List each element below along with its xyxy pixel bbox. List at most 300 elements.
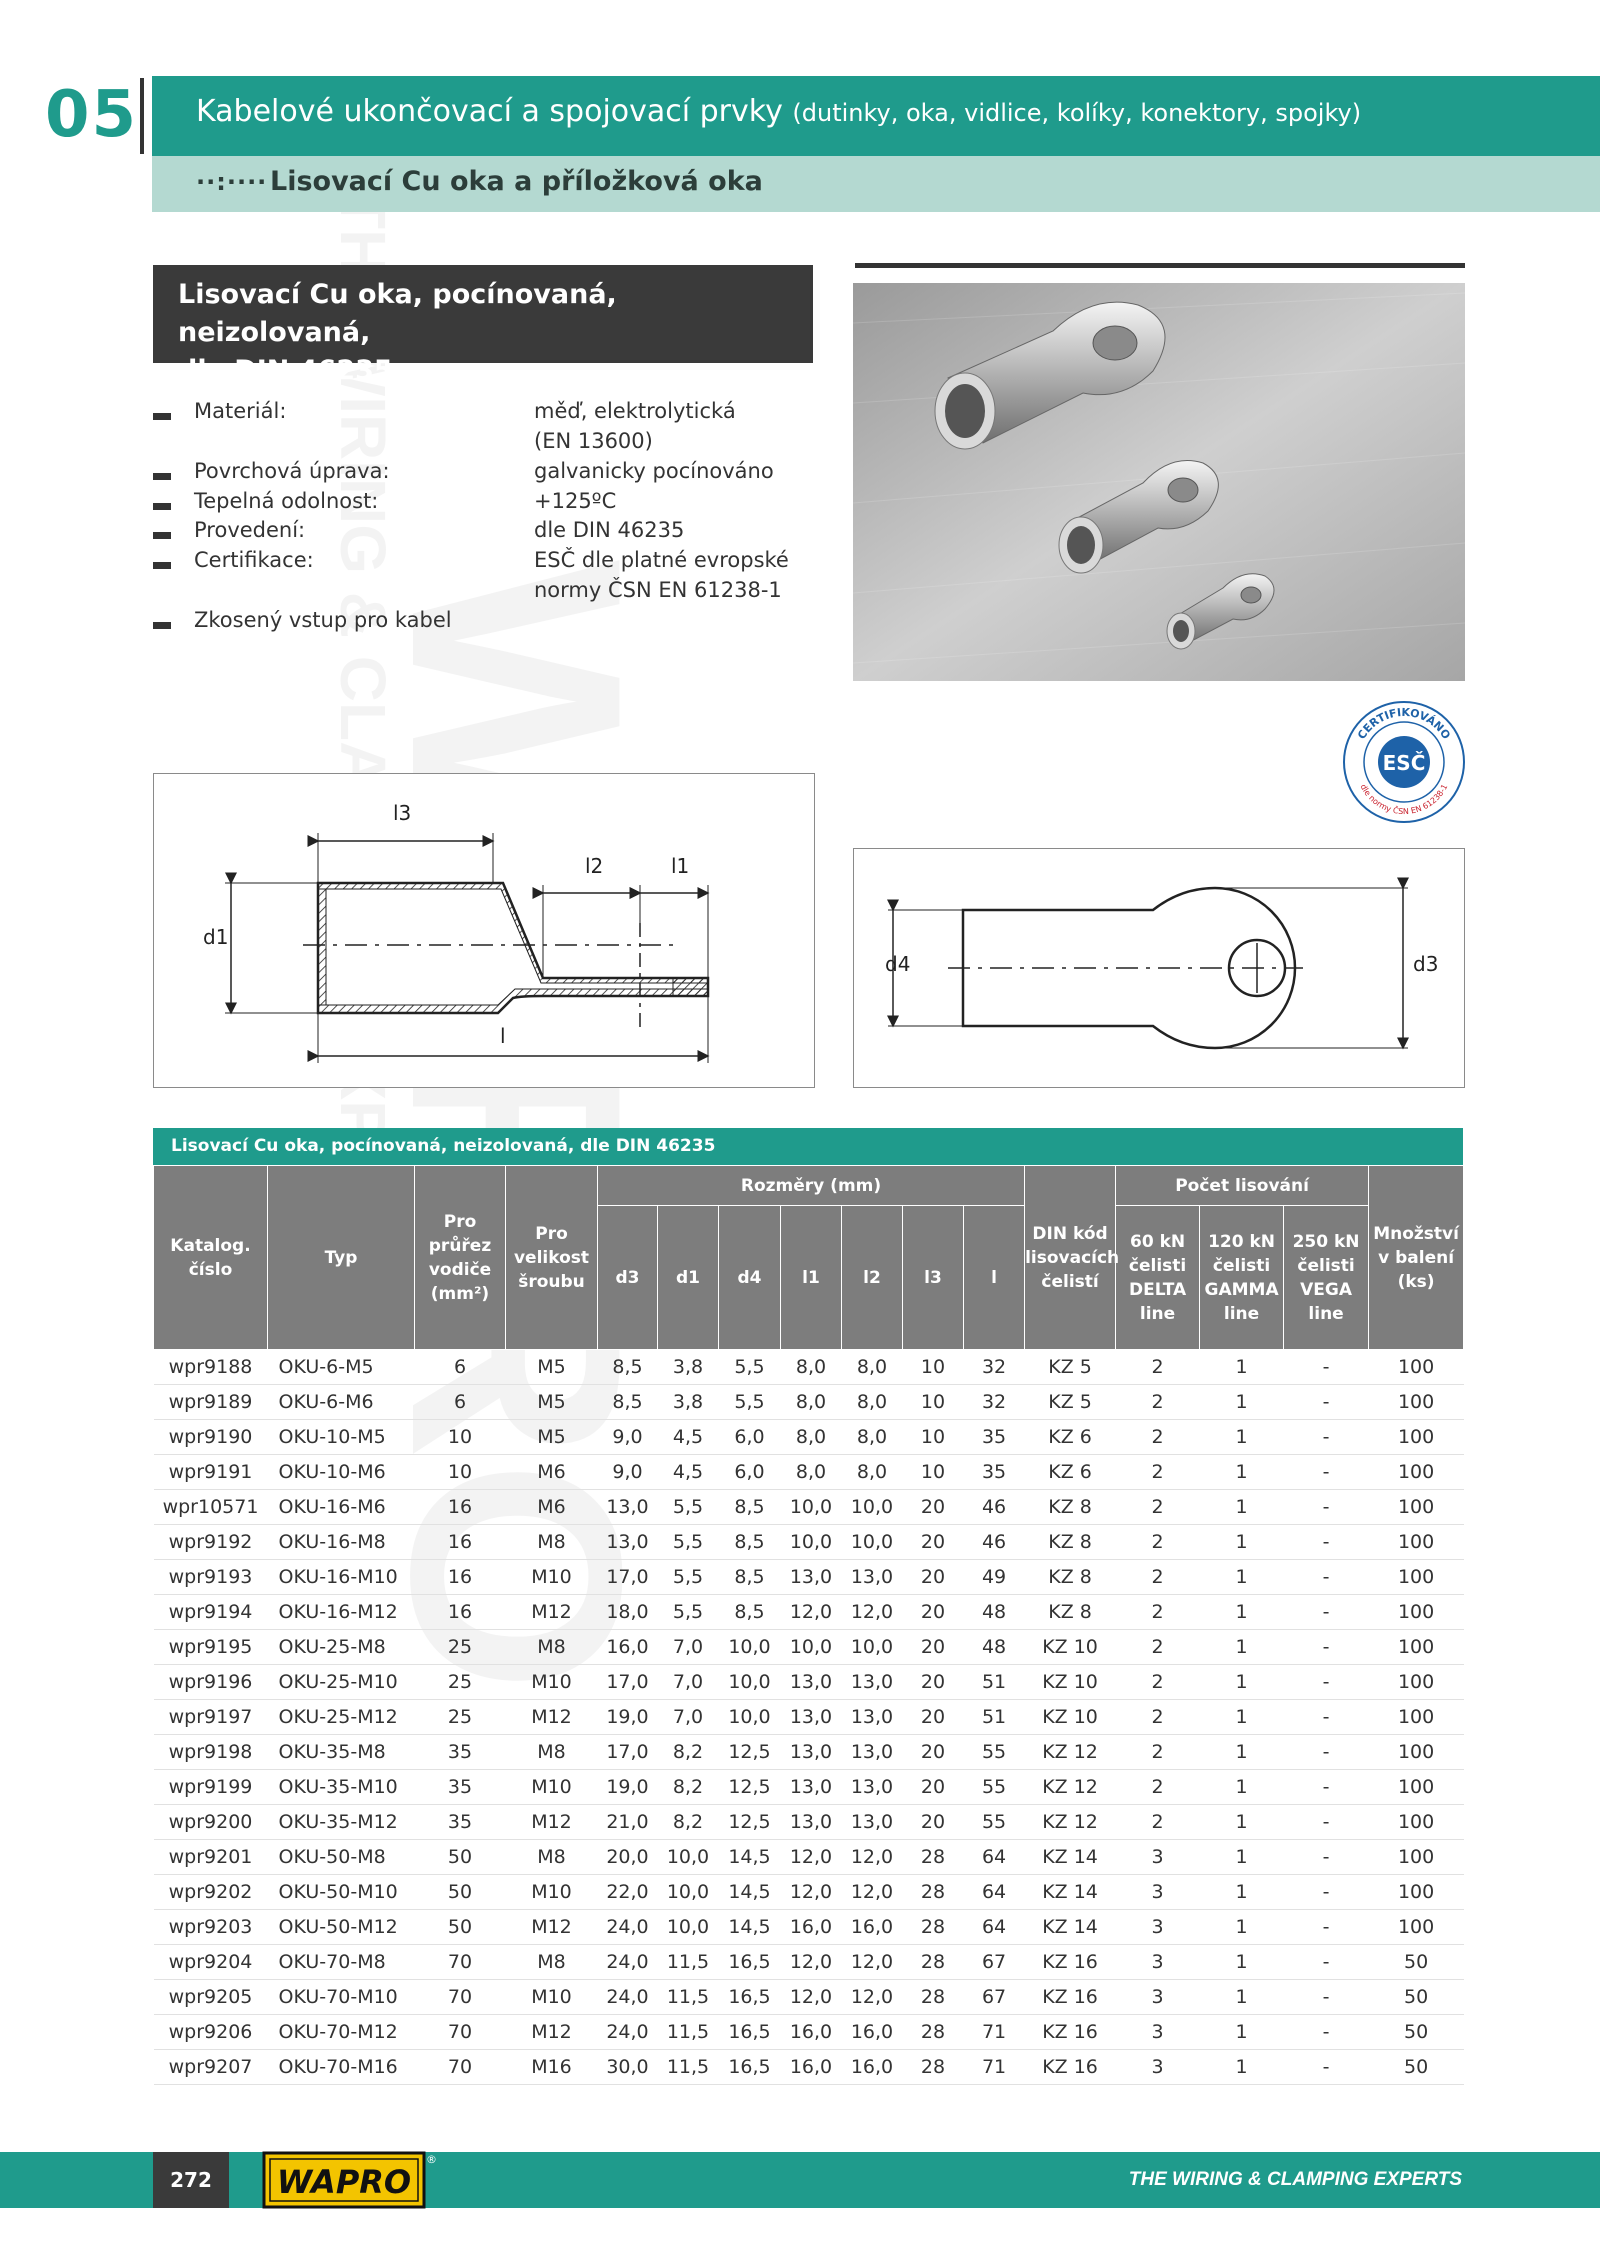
photo-top-rule: [855, 263, 1465, 268]
table-cell: 11,5: [658, 1980, 719, 2015]
table-cell: wpr9191: [154, 1455, 268, 1490]
table-cell: 25: [415, 1630, 506, 1665]
table-cell: 1: [1200, 1665, 1284, 1700]
spec-label-surface: Povrchová úprava:: [194, 459, 390, 483]
table-row: [154, 1840, 1464, 1875]
table-cell: 5,5: [658, 1525, 719, 1560]
spec-label-design: Provedení:: [194, 518, 306, 542]
table-cell: 10: [903, 1455, 964, 1490]
table-cell: 7,0: [658, 1630, 719, 1665]
col-header-crimp-count: Počet lisování: [1116, 1166, 1369, 1206]
table-cell: 24,0: [598, 1945, 658, 1980]
table-cell: 13,0: [781, 1805, 842, 1840]
table-row: [154, 1595, 1464, 1630]
cert-ring-bottom-text: dle normy ČSN EN 61238-1: [1358, 782, 1450, 817]
table-cell: 2: [1116, 1665, 1200, 1700]
table-cell: 1: [1200, 1420, 1284, 1455]
table-cell: 8,5: [598, 1385, 658, 1420]
table-cell: -: [1284, 1560, 1369, 1595]
spec-value-cert: ESČ dle platné evropské: [534, 548, 789, 572]
table-row: [154, 1455, 1464, 1490]
table-cell: OKU-70-M16: [268, 2050, 415, 2085]
table-cell: 71: [964, 2050, 1025, 2085]
table-cell: -: [1284, 1805, 1369, 1840]
product-photo: [853, 283, 1465, 681]
table-cell: 21,0: [598, 1805, 658, 1840]
table-cell: 9,0: [598, 1455, 658, 1490]
table-cell: 12,0: [842, 1840, 903, 1875]
table-cell: 16,0: [598, 1630, 658, 1665]
table-cell: KZ 14: [1025, 1875, 1116, 1910]
table-cell: 18,0: [598, 1595, 658, 1630]
table-cell: 32: [964, 1385, 1025, 1420]
table-cell: -: [1284, 1525, 1369, 1560]
table-cell: -: [1284, 2050, 1369, 2085]
table-cell: 3: [1116, 2050, 1200, 2085]
table-cell: 67: [964, 1945, 1025, 1980]
table-cell: 13,0: [781, 1700, 842, 1735]
table-cell: 30,0: [598, 2050, 658, 2085]
table-cell: 16,0: [842, 2015, 903, 2050]
table-cell: 28: [903, 1945, 964, 1980]
table-cell: wpr9203: [154, 1910, 268, 1945]
table-cell: OKU-50-M12: [268, 1910, 415, 1945]
table-cell: M5: [506, 1420, 598, 1455]
spec-bullet: [153, 622, 171, 629]
col-header-gamma: 120 kN čelisti GAMMA line: [1200, 1206, 1284, 1350]
table-cell: 67: [964, 1980, 1025, 2015]
table-cell: 3,8: [658, 1385, 719, 1420]
dim-label-l1: l1: [671, 854, 690, 878]
table-cell: M8: [506, 1525, 598, 1560]
table-cell: 70: [415, 1945, 506, 1980]
table-cell: 9,0: [598, 1420, 658, 1455]
table-cell: 8,5: [598, 1350, 658, 1385]
chapter-title-sub: (dutinky, oka, vidlice, kolíky, konektory, spojky): [792, 99, 1362, 127]
spec-bullet: [153, 562, 171, 569]
table-row: [154, 1875, 1464, 1910]
table-cell: 13,0: [842, 1805, 903, 1840]
col-header-bolt-size: Pro velikost šroubu: [506, 1166, 598, 1350]
table-cell: 100: [1369, 1630, 1464, 1665]
table-cell: 28: [903, 2050, 964, 2085]
table-cell: -: [1284, 1980, 1369, 2015]
table-cell: 1: [1200, 1525, 1284, 1560]
table-cell: OKU-25-M10: [268, 1665, 415, 1700]
table-row: [154, 1350, 1464, 1385]
spec-bullet: [153, 473, 171, 480]
table-cell: 16: [415, 1560, 506, 1595]
table-cell: 46: [964, 1525, 1025, 1560]
table-cell: wpr9198: [154, 1735, 268, 1770]
table-cell: 8,0: [781, 1385, 842, 1420]
table-cell: -: [1284, 1875, 1369, 1910]
table-cell: wpr9199: [154, 1770, 268, 1805]
table-cell: M10: [506, 1980, 598, 2015]
table-cell: 50: [1369, 2015, 1464, 2050]
table-cell: 5,5: [658, 1560, 719, 1595]
table-cell: KZ 14: [1025, 1840, 1116, 1875]
table-cell: 13,0: [842, 1735, 903, 1770]
table-cell: 100: [1369, 1525, 1464, 1560]
table-cell: 5,5: [719, 1385, 781, 1420]
product-table: [153, 1128, 1463, 2085]
chapter-title-main: Kabelové ukončovací a spojovací prvky: [196, 94, 783, 129]
table-cell: 3: [1116, 2015, 1200, 2050]
table-cell: 10,0: [842, 1630, 903, 1665]
table-cell: 13,0: [842, 1560, 903, 1595]
table-cell: 3: [1116, 1910, 1200, 1945]
table-cell: 6: [415, 1350, 506, 1385]
table-row: [154, 1945, 1464, 1980]
table-cell: 100: [1369, 1560, 1464, 1595]
table-cell: KZ 6: [1025, 1420, 1116, 1455]
table-cell: 16,0: [781, 1910, 842, 1945]
table-cell: wpr9205: [154, 1980, 268, 2015]
table-cell: -: [1284, 1595, 1369, 1630]
col-header-delta: 60 kN čelisti DELTA line: [1116, 1206, 1200, 1350]
table-cell: 8,5: [719, 1595, 781, 1630]
table-cell: 2: [1116, 1560, 1200, 1595]
table-cell: wpr9190: [154, 1420, 268, 1455]
col-header-d4: d4: [719, 1206, 781, 1350]
table-cell: 8,5: [719, 1525, 781, 1560]
table-title: Lisovací Cu oka, pocínovaná, neizolovaná, dle DIN 46235: [153, 1128, 1463, 1165]
spec-label-bevel: Zkosený vstup pro kabel: [194, 608, 452, 632]
table-cell: 12,0: [781, 1595, 842, 1630]
table-cell: 7,0: [658, 1665, 719, 1700]
table-cell: 24,0: [598, 1980, 658, 2015]
table-cell: 100: [1369, 1875, 1464, 1910]
table-cell: KZ 10: [1025, 1665, 1116, 1700]
table-cell: KZ 12: [1025, 1770, 1116, 1805]
table-cell: 20: [903, 1805, 964, 1840]
table-cell: 10,0: [781, 1525, 842, 1560]
table-cell: 10: [903, 1350, 964, 1385]
table-cell: KZ 12: [1025, 1735, 1116, 1770]
table-cell: 13,0: [842, 1700, 903, 1735]
table-row: [154, 1700, 1464, 1735]
table-cell: 64: [964, 1910, 1025, 1945]
table-row: [154, 1805, 1464, 1840]
table-cell: 100: [1369, 1910, 1464, 1945]
table-cell: 16,0: [842, 2050, 903, 2085]
table-cell: 8,0: [842, 1385, 903, 1420]
table-cell: -: [1284, 1665, 1369, 1700]
col-header-d1: d1: [658, 1206, 719, 1350]
spec-table: [153, 1165, 1464, 2085]
table-cell: 3: [1116, 1980, 1200, 2015]
table-cell: 2: [1116, 1350, 1200, 1385]
table-cell: 2: [1116, 1525, 1200, 1560]
table-cell: 35: [415, 1735, 506, 1770]
col-header-quantity: Množství v balení (ks): [1369, 1166, 1464, 1350]
table-cell: 12,0: [781, 1980, 842, 2015]
table-cell: 13,0: [842, 1665, 903, 1700]
table-row: [154, 1770, 1464, 1805]
table-cell: KZ 8: [1025, 1490, 1116, 1525]
table-cell: 6,0: [719, 1420, 781, 1455]
table-cell: 1: [1200, 1735, 1284, 1770]
table-cell: -: [1284, 1700, 1369, 1735]
table-cell: OKU-25-M8: [268, 1630, 415, 1665]
table-row: [154, 1525, 1464, 1560]
table-cell: 3: [1116, 1840, 1200, 1875]
table-cell: 1: [1200, 2015, 1284, 2050]
table-cell: 10,0: [842, 1525, 903, 1560]
table-cell: -: [1284, 1945, 1369, 1980]
spec-label-cert: Certifikace:: [194, 548, 314, 572]
table-cell: M8: [506, 1735, 598, 1770]
table-cell: 13,0: [842, 1770, 903, 1805]
table-cell: 35: [415, 1770, 506, 1805]
table-cell: 8,0: [781, 1420, 842, 1455]
spec-label-heat: Tepelná odolnost:: [194, 489, 379, 513]
spec-value-heat: +125ºC: [534, 489, 617, 513]
table-row: [154, 1490, 1464, 1525]
table-cell: 13,0: [781, 1560, 842, 1595]
table-cell: KZ 5: [1025, 1385, 1116, 1420]
table-cell: 20: [903, 1735, 964, 1770]
table-cell: 100: [1369, 1665, 1464, 1700]
table-cell: 7,0: [658, 1700, 719, 1735]
table-cell: 1: [1200, 2050, 1284, 2085]
table-cell: 20: [903, 1560, 964, 1595]
logo-registered-mark: ®: [426, 2153, 437, 2166]
table-cell: 10,0: [719, 1665, 781, 1700]
spec-bullet: [153, 503, 171, 510]
table-cell: 2: [1116, 1805, 1200, 1840]
table-cell: KZ 8: [1025, 1525, 1116, 1560]
table-cell: 16,5: [719, 2015, 781, 2050]
table-cell: KZ 16: [1025, 1980, 1116, 2015]
table-cell: OKU-35-M10: [268, 1770, 415, 1805]
table-body: [154, 1350, 1464, 2085]
table-cell: wpr9197: [154, 1700, 268, 1735]
table-cell: 17,0: [598, 1560, 658, 1595]
table-cell: 2: [1116, 1700, 1200, 1735]
table-cell: 20: [903, 1770, 964, 1805]
table-cell: 1: [1200, 1595, 1284, 1630]
table-cell: 12,0: [842, 1945, 903, 1980]
table-cell: 100: [1369, 1700, 1464, 1735]
table-cell: wpr9196: [154, 1665, 268, 1700]
table-cell: wpr9188: [154, 1350, 268, 1385]
table-cell: 8,5: [719, 1490, 781, 1525]
table-cell: M12: [506, 1805, 598, 1840]
table-cell: 10,0: [658, 1840, 719, 1875]
certification-logo: [1342, 700, 1466, 824]
table-cell: M10: [506, 1875, 598, 1910]
table-cell: -: [1284, 1910, 1369, 1945]
table-cell: 10,0: [658, 1910, 719, 1945]
table-cell: M12: [506, 1595, 598, 1630]
table-cell: 1: [1200, 1385, 1284, 1420]
cert-ring-top-text: CERTIFIKOVÁNO: [1355, 705, 1453, 742]
col-header-catalog: Katalog. číslo: [154, 1166, 268, 1350]
table-cell: wpr9206: [154, 2015, 268, 2050]
table-cell: 24,0: [598, 2015, 658, 2050]
table-cell: KZ 8: [1025, 1595, 1116, 1630]
table-cell: M12: [506, 1910, 598, 1945]
table-cell: 2: [1116, 1420, 1200, 1455]
product-title: [178, 276, 798, 390]
table-cell: OKU-70-M10: [268, 1980, 415, 2015]
table-cell: 13,0: [781, 1770, 842, 1805]
table-cell: 1: [1200, 1350, 1284, 1385]
table-cell: 16,5: [719, 1945, 781, 1980]
table-cell: OKU-35-M12: [268, 1805, 415, 1840]
table-cell: 8,0: [842, 1350, 903, 1385]
table-cell: 55: [964, 1805, 1025, 1840]
table-cell: KZ 14: [1025, 1910, 1116, 1945]
table-cell: -: [1284, 1770, 1369, 1805]
table-cell: 24,0: [598, 1910, 658, 1945]
table-cell: 17,0: [598, 1735, 658, 1770]
table-cell: 10: [415, 1455, 506, 1490]
table-cell: M8: [506, 1945, 598, 1980]
table-cell: 10,0: [719, 1630, 781, 1665]
table-cell: 4,5: [658, 1455, 719, 1490]
table-cell: OKU-50-M8: [268, 1840, 415, 1875]
table-cell: KZ 16: [1025, 1945, 1116, 1980]
spec-value-material: měď, elektrolytická: [534, 399, 736, 423]
table-cell: OKU-35-M8: [268, 1735, 415, 1770]
table-cell: 13,0: [598, 1490, 658, 1525]
table-cell: 8,0: [842, 1455, 903, 1490]
table-cell: 8,5: [719, 1560, 781, 1595]
table-cell: 1: [1200, 1840, 1284, 1875]
col-header-l3: l3: [903, 1206, 964, 1350]
table-cell: OKU-16-M6: [268, 1490, 415, 1525]
col-header-vega: 250 kN čelisti VEGA line: [1284, 1206, 1369, 1350]
table-cell: 20: [903, 1700, 964, 1735]
table-cell: wpr9200: [154, 1805, 268, 1840]
spec-bullet: [153, 532, 171, 539]
table-cell: M8: [506, 1840, 598, 1875]
table-cell: 16,0: [781, 2015, 842, 2050]
table-cell: KZ 5: [1025, 1350, 1116, 1385]
table-cell: 12,0: [842, 1875, 903, 1910]
spec-bullet: [153, 413, 171, 420]
table-cell: 1: [1200, 1875, 1284, 1910]
table-cell: 2: [1116, 1385, 1200, 1420]
table-cell: 2: [1116, 1630, 1200, 1665]
table-cell: 11,5: [658, 2015, 719, 2050]
table-cell: 48: [964, 1595, 1025, 1630]
table-cell: wpr9202: [154, 1875, 268, 1910]
table-cell: 28: [903, 1980, 964, 2015]
table-cell: 12,5: [719, 1770, 781, 1805]
table-cell: 1: [1200, 1770, 1284, 1805]
cert-mark: ESČ: [1382, 751, 1426, 775]
table-cell: wpr9193: [154, 1560, 268, 1595]
table-cell: 12,0: [781, 1840, 842, 1875]
table-cell: 19,0: [598, 1700, 658, 1735]
table-row: [154, 2050, 1464, 2085]
table-cell: 16,5: [719, 1980, 781, 2015]
chapter-title: [196, 94, 1361, 129]
table-cell: 51: [964, 1665, 1025, 1700]
table-cell: 16: [415, 1525, 506, 1560]
table-cell: OKU-70-M12: [268, 2015, 415, 2050]
table-row: [154, 1630, 1464, 1665]
table-cell: 25: [415, 1700, 506, 1735]
top-view-diagram: [853, 848, 1465, 1088]
table-cell: 20,0: [598, 1840, 658, 1875]
table-cell: 1: [1200, 1945, 1284, 1980]
table-cell: M6: [506, 1455, 598, 1490]
table-cell: 100: [1369, 1490, 1464, 1525]
table-cell: 12,0: [781, 1875, 842, 1910]
table-cell: 13,0: [781, 1665, 842, 1700]
table-cell: 14,5: [719, 1910, 781, 1945]
table-cell: 100: [1369, 1595, 1464, 1630]
table-cell: 14,5: [719, 1875, 781, 1910]
table-cell: 100: [1369, 1385, 1464, 1420]
table-cell: 28: [903, 1840, 964, 1875]
table-cell: 13,0: [781, 1735, 842, 1770]
table-row: [154, 2015, 1464, 2050]
dim-label-d4: d4: [885, 952, 911, 976]
table-cell: 55: [964, 1735, 1025, 1770]
table-cell: -: [1284, 2015, 1369, 2050]
table-cell: 20: [903, 1630, 964, 1665]
table-cell: OKU-6-M5: [268, 1350, 415, 1385]
table-cell: 16,0: [842, 1910, 903, 1945]
table-cell: 16,5: [719, 2050, 781, 2085]
table-cell: wpr9201: [154, 1840, 268, 1875]
section-dots: ··:····: [196, 168, 268, 196]
table-cell: 50: [1369, 1980, 1464, 2015]
table-cell: 10: [903, 1420, 964, 1455]
table-cell: 5,5: [719, 1350, 781, 1385]
dim-label-l3: l3: [393, 801, 412, 825]
table-row: [154, 1980, 1464, 2015]
table-cell: 13,0: [598, 1525, 658, 1560]
table-cell: 10,0: [719, 1700, 781, 1735]
table-cell: 12,0: [781, 1945, 842, 1980]
dim-label-l: l: [500, 1024, 506, 1048]
table-cell: 3,8: [658, 1350, 719, 1385]
table-cell: 8,2: [658, 1805, 719, 1840]
table-cell: 1: [1200, 1805, 1284, 1840]
table-cell: 70: [415, 2015, 506, 2050]
table-cell: OKU-16-M12: [268, 1595, 415, 1630]
table-cell: 50: [415, 1910, 506, 1945]
product-title-line1: Lisovací Cu oka, pocínovaná, neizolovaná,: [178, 279, 617, 348]
table-cell: KZ 10: [1025, 1700, 1116, 1735]
table-cell: 55: [964, 1770, 1025, 1805]
table-cell: 50: [1369, 2050, 1464, 2085]
table-cell: 32: [964, 1350, 1025, 1385]
table-cell: KZ 12: [1025, 1805, 1116, 1840]
table-cell: 8,2: [658, 1735, 719, 1770]
table-cell: 100: [1369, 1770, 1464, 1805]
table-cell: 25: [415, 1665, 506, 1700]
table-cell: KZ 6: [1025, 1455, 1116, 1490]
spec-value-material-2: (EN 13600): [534, 429, 653, 453]
table-cell: -: [1284, 1630, 1369, 1665]
table-cell: 51: [964, 1700, 1025, 1735]
table-cell: 71: [964, 2015, 1025, 2050]
table-cell: 20: [903, 1665, 964, 1700]
table-cell: 2: [1116, 1735, 1200, 1770]
table-cell: OKU-50-M10: [268, 1875, 415, 1910]
table-cell: 1: [1200, 1490, 1284, 1525]
table-cell: 8,0: [781, 1455, 842, 1490]
table-cell: 3: [1116, 1945, 1200, 1980]
